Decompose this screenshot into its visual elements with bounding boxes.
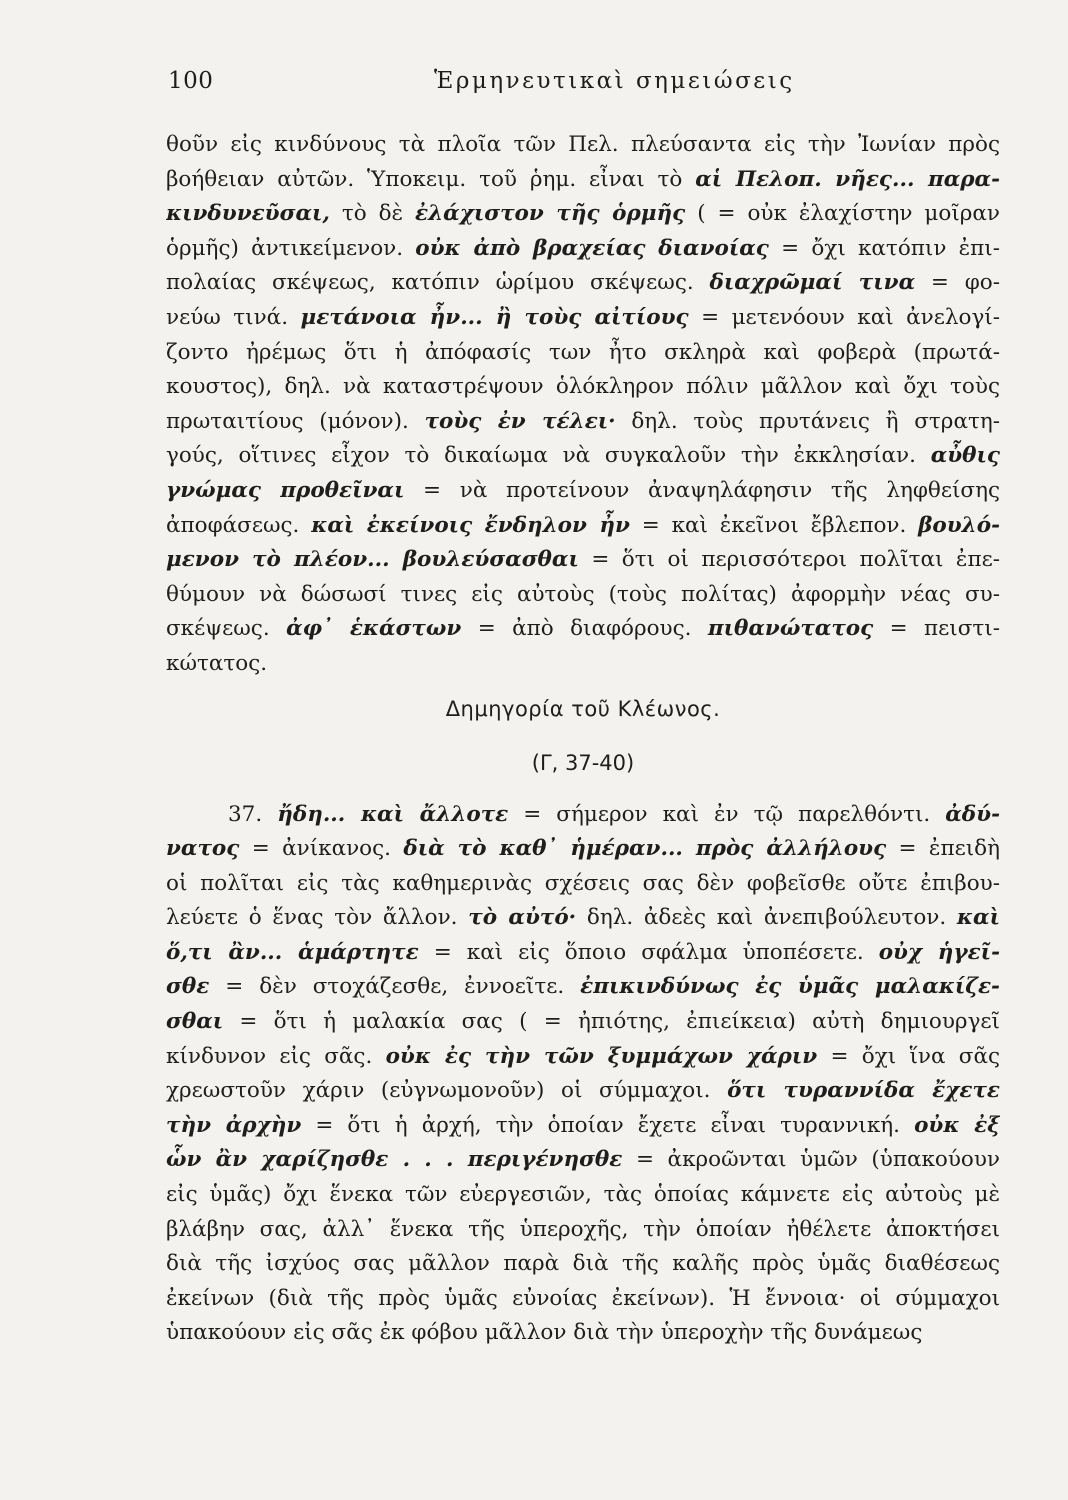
gloss-text: = μετενόουν καὶ ἀνελογί-	[688, 304, 1000, 330]
text-line	[166, 1213, 1000, 1248]
lemma: ἐλάχιστον τῆς ὁρμῆς	[415, 201, 686, 227]
text-line	[166, 266, 1000, 301]
text-line	[166, 439, 1000, 474]
gloss-text: γούς, οἵτινες εἶχον τὸ δικαίωμα νὰ συγκαλοῦν τὴν ἐκκλησίαν.	[166, 443, 931, 469]
gloss-text: = ὅτι ἡ ἀρχή, τὴν ὁποίαν ἔχετε εἶναι τυραννική.	[301, 1112, 915, 1138]
gloss-text: θοῦν εἰς κινδύνους τὰ πλοῖα τῶν Πελ. πλεύσαντα εἰς τὴν Ἰωνίαν πρὸς	[166, 132, 1000, 157]
gloss-text: = σήμερον καὶ ἐν τῷ παρελθόντι.	[508, 801, 946, 827]
text-line	[166, 128, 1000, 163]
text-line	[166, 1247, 1000, 1282]
commentary-paragraph-37	[166, 798, 1000, 1352]
lemma: οὐχ ἡγεῖ-	[878, 939, 1000, 965]
text-line	[166, 405, 1000, 440]
running-head	[166, 68, 1000, 102]
gloss-text: ὑπακούουν εἰς σᾶς ἐκ φόβου μᾶλλον διὰ τὴν ὑπεροχὴν τῆς δυνάμεως	[166, 1320, 923, 1346]
text-line	[166, 197, 1000, 232]
lemma: ὅτι τυραννίδα ἔχετε	[727, 1078, 1000, 1104]
gloss-text: = πειστι-	[873, 616, 1000, 642]
text-line	[166, 1316, 1000, 1351]
text-line	[166, 509, 1000, 544]
gloss-text: δηλ. τοὺς πρυτάνεις ἢ στρατη-	[615, 408, 1000, 434]
gloss-text: = δὲν στοχάζεσθε, ἐννοεῖτε.	[209, 974, 581, 1000]
gloss-text: κουστος), δηλ. νὰ καταστρέψουν ὁλόκληρον πόλιν μᾶλλον καὶ ὄχι τοὺς	[166, 374, 1000, 400]
lemma: αὖθις	[930, 443, 1000, 469]
section-range: (Γ, 37-40)	[531, 750, 635, 775]
text-line	[166, 370, 1000, 405]
gloss-text: = ἐπειδὴ	[886, 836, 1000, 862]
text-line	[166, 832, 1000, 867]
lemma: ὧν ἂν χαρίζησθε . . . περιγένησθε	[166, 1147, 623, 1173]
lemma: ἀφ᾽ ἑκάστων	[286, 616, 462, 642]
text-line	[166, 1109, 1000, 1144]
text-line	[166, 578, 1000, 613]
gloss-text: βοήθειαν αὐτῶν. Ὑποκειμ. τοῦ ῥημ. εἶναι τὸ	[166, 166, 696, 192]
text-line	[166, 867, 1000, 902]
text-line	[166, 474, 1000, 509]
gloss-text: = ἀκροῶνται ὑμῶν (ὑπακούουν	[622, 1147, 1000, 1173]
lemma: μενον τὸ πλέον... βουλεύσασθαι	[166, 547, 579, 573]
lemma: νατος	[166, 836, 240, 862]
gloss-text: λεύετε ὁ ἕνας τὸν ἄλλον.	[166, 905, 469, 931]
lemma: ὅ,τι ἂν... ἁμάρτητε	[166, 939, 419, 965]
gloss-text: χρεωστοῦν χάριν (εὐγνωμονοῦν) οἱ σύμμαχοι.	[166, 1078, 728, 1104]
gloss-text: νεύω τινά.	[166, 304, 301, 330]
gloss-text: = ἀπὸ διαφόρους.	[461, 616, 708, 642]
lemma: αἱ Πελοπ. νῆες... παρα-	[695, 166, 1000, 192]
gloss-text: θύμουν νὰ δώσωσί τινες εἰς αὐτοὺς (τοὺς πολίτας) ἀφορμὴν νέας συ-	[166, 581, 1000, 607]
gloss-text: = καὶ εἰς ὅποιο σφάλμα ὑποπέσετε.	[418, 939, 879, 965]
gloss-text: τὸ δὲ	[329, 201, 415, 227]
gloss-text: ἐκείνων (διὰ τῆς πρὸς ὑμᾶς εὐνοίας ἐκείνων). Ἡ ἔννοια· οἱ σύμμαχοι	[166, 1285, 1000, 1311]
gloss-text: δηλ. ἀδεὲς καὶ ἀνεπιβούλευτον.	[576, 905, 957, 931]
lemma: γνώμας προθεῖναι	[166, 477, 405, 503]
gloss-text: διὰ τῆς ἰσχύος σας μᾶλλον παρὰ διὰ τῆς καλῆς πρὸς ὑμᾶς διαθέσεως	[166, 1251, 1000, 1277]
text-line	[166, 612, 1000, 647]
gloss-text: εἰς ὑμᾶς) ὄχι ἕνεκα τῶν εὐεργεσιῶν, τὰς ὁποίας κάμνετε εἰς αὐτοὺς μὲ	[166, 1182, 1000, 1208]
lemma: οὐκ ἐξ	[914, 1112, 1000, 1138]
gloss-text: ὁρμῆς) ἀντικείμενον.	[166, 235, 416, 261]
lemma: πιθανώτατος	[707, 616, 874, 642]
gloss-text: = ἀνίκανος.	[239, 836, 404, 862]
text-line	[166, 1005, 1000, 1040]
text-line	[166, 798, 1000, 833]
lemma: τοὺς ἐν τέλει·	[424, 408, 616, 434]
lemma: καὶ ἐκείνοις ἔνδηλον ἦν	[311, 512, 630, 538]
gloss-text: κώτατος.	[166, 650, 268, 676]
gloss-text: = καὶ ἐκεῖνοι ἔβλεπον.	[629, 512, 919, 538]
page-number: 100	[168, 68, 214, 94]
gloss-text: κίνδυνον εἰς σᾶς.	[166, 1043, 386, 1069]
gloss-text: = ὅτι οἱ περισσότεροι πολῖται ἐπε-	[578, 547, 1000, 573]
text-line	[166, 543, 1000, 578]
text-line	[166, 163, 1000, 198]
lemma: μετάνοια ἦν... ἢ τοὺς αἰτίους	[300, 304, 689, 330]
lemma: σθε	[166, 974, 210, 1000]
text-line	[166, 336, 1000, 371]
text-line	[166, 1178, 1000, 1213]
text-line	[166, 901, 1000, 936]
lemma: οὐκ ἐς τὴν τῶν ξυμμάχων χάριν	[385, 1043, 818, 1069]
gloss-text: = νὰ προτείνουν ἀναψηλάφησιν τῆς ληφθείσης	[404, 477, 1000, 503]
lemma: ἐπικινδύνως ἐς ὑμᾶς μαλακίζε-	[580, 974, 1000, 1000]
text-line	[166, 1143, 1000, 1178]
text-line	[166, 1074, 1000, 1109]
lemma: κινδυνεῦσαι,	[166, 201, 330, 227]
running-title: Ἑρμηνευτικαὶ σημειώσεις	[434, 68, 795, 94]
gloss-text: πρωταιτίους (μόνον).	[166, 408, 425, 434]
gloss-text: 37.	[228, 801, 278, 827]
text-line	[166, 301, 1000, 336]
gloss-text: ἀποφάσεως.	[166, 512, 312, 538]
lemma: τὴν ἀρχὴν	[166, 1112, 302, 1138]
gloss-text: σκέψεως.	[166, 616, 287, 642]
lemma: διὰ τὸ καθ᾽ ἡμέραν... πρὸς ἀλλήλους	[403, 836, 887, 862]
lemma: ἀδύ-	[945, 801, 1000, 827]
lemma: διαχρῶμαί τινα	[709, 270, 916, 296]
text-line	[166, 1282, 1000, 1317]
lemma: σθαι	[166, 1009, 224, 1035]
gloss-text: = ὅτι ἡ μαλακία σας ( = ἠπιότης, ἐπιείκεια) αὐτὴ δημιουργεῖ	[223, 1009, 1000, 1035]
lemma: βουλό-	[918, 512, 1000, 538]
gloss-text: = ὄχι ἵνα σᾶς	[817, 1043, 1000, 1069]
gloss-text: οἱ πολῖται εἰς τὰς καθημερινὰς σχέσεις σας δὲν φοβεῖσθε οὔτε ἐπιβου-	[166, 870, 1000, 896]
page-body	[166, 128, 1000, 1351]
text-line	[166, 647, 1000, 682]
gloss-text: ( = οὐκ ἐλαχίστην μοῖραν	[685, 201, 1000, 227]
gloss-text: πολαίας σκέψεως, κατόπιν ὡρίμου σκέψεως.	[166, 270, 710, 296]
gloss-text: ζοντο ἠρέμως ὅτι ἡ ἀπόφασίς των ἦτο σκληρὰ καὶ φοβερὰ (πρωτά-	[166, 339, 1000, 365]
section-heading: Δημηγορία τοῦ Κλέωνος.	[445, 696, 721, 721]
gloss-text: = φο-	[915, 270, 1000, 296]
text-line	[166, 1040, 1000, 1075]
lemma: καὶ	[956, 905, 1000, 931]
lemma: οὐκ ἀπὸ βραχείας διανοίας	[415, 235, 769, 261]
gloss-text: = ὄχι κατόπιν ἐπι-	[768, 235, 1000, 261]
text-line	[166, 970, 1000, 1005]
commentary-paragraph-1	[166, 128, 1000, 682]
gloss-text: βλάβην σας, ἀλλ᾽ ἕνεκα τῆς ὑπεροχῆς, τὴν ὁποίαν ἠθέλετε ἀποκτήσει	[166, 1216, 1000, 1242]
lemma: τὸ αὐτό·	[468, 905, 577, 931]
text-line	[166, 936, 1000, 971]
lemma: ἤδη... καὶ ἄλλοτε	[277, 801, 509, 827]
text-line	[166, 232, 1000, 267]
